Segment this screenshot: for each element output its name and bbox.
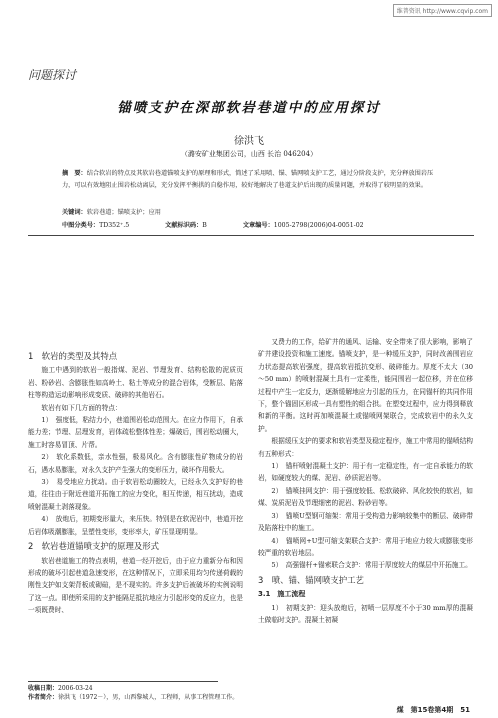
paragraph: 软岩有如下几方面的特点： <box>41 403 122 412</box>
art-label: 文章编号： <box>242 222 274 229</box>
page-info: 煤 第15卷第4期 51 <box>396 706 470 714</box>
paragraph: 4） 放炮后，初期变形量大，来压快。特别是在软泥岩中，巷道开挖后岩体吸潮膨胀，呈塑性变形，变形率大，矿压显现明显。 <box>28 515 243 536</box>
received-date: 2006-03-24 <box>58 685 93 692</box>
section-heading-3: 3 喷、锚、锚网喷支护工艺 <box>258 574 364 585</box>
abstract-label: 摘 要： <box>62 170 87 177</box>
paragraph: 5） 高强锚杆+锚索联合支护：常用于厚度较大的煤层中开拓施工。 <box>271 561 472 570</box>
paragraph: 3） 锚喷U型钢可缩架：常用于受构造力影响较集中的断层、破碎带及陷落柱中的施工。 <box>258 511 473 533</box>
cls-value: TD352⁺.5 <box>99 222 130 229</box>
affiliation: （潞安矿业集团公司，山西 长治 046204） <box>180 150 318 158</box>
column-tag: 问题探讨 <box>28 68 77 82</box>
paragraph: 2） 软化系数低，亲水性强，极易风化。含有膨胀性矿物成分的岩石，遇水易膨胀，对永久支护产生强大的变形压力，破坏作用极大。 <box>28 453 243 474</box>
author-bio: 徐洪飞（1972－），男，山西黎城人，工程师，从事工程管理工作。 <box>58 694 239 701</box>
abstract <box>62 168 442 192</box>
paragraph: 软岩巷道施工的特点表明，巷道一经开挖后，由于应力重新分布和因形成的破坏引起巷道急速变形，在这种情况下，立即采用均匀传递荷载的刚性支护如支架背板或砌碹，是不现实的。许多支护后被破坏的实例说明了这一点。即使所采用的支护能隔足抵抗地应力引起形变的反应力，也是一项既费时、 <box>28 556 243 615</box>
footnote-rule <box>28 681 218 682</box>
paragraph: 3） 易受地应力扰动。由于软岩松动圈较大，已经永久支护好的巷道，往往由于附近巷道开拓施工的应力变化，相互传递，相互扰动，造成喷射混凝土剥落现象。 <box>28 478 243 511</box>
doc-label: 文献标识码： <box>165 222 203 229</box>
watermark: 维普资讯 http://www.cqvip.com <box>393 4 492 17</box>
divider <box>28 235 474 236</box>
paragraph: 2） 锚喷挂网支护：用于强度较低、松软破碎、风化较快的软岩，如煤、炭质泥岩及节理细密的泥岩、粉砂岩等。 <box>258 486 473 508</box>
paragraph: 1） 锚杆喷射混凝土支护：用于有一定稳定性，有一定自承能力的软岩，如硬度较大的煤、泥岩、砂质泥岩等。 <box>258 462 473 483</box>
left-column <box>28 348 243 617</box>
bio-label: 作者简介： <box>28 694 59 701</box>
abstract-text: 结合软岩的特点及其软岩巷道锚喷支护的原理和形式，简述了采用喷、锚、锚网喷支护工艺，通过分阶段支护，充分释放围岩压力，可以有效地阻止围岩松动离层，充分发挥平衡拱的自稳作用，较好地解决了巷道支护后出现的质量问题，并取得了较明显的效果。 <box>62 170 434 189</box>
paragraph: 根据缓压支护的要求和软岩类型及稳定程序，施工中常用的锚喷结构有五种形式： <box>258 437 473 458</box>
paragraph: 施工中遇到的软岩一般指煤、泥岩、节理发育、结构松散的泥质页岩、粉砂岩、含膨胀性如高岭土、粘土等成分的混合岩体，受断层、陷落柱等构造运动影响形成变质、破碎的其他岩石。 <box>28 366 243 400</box>
paragraph: 1） 强度低，粘结力小，巷道围岩松动范围大。在应力作用下，自承能力差；节理、层理发育，岩体疏松整体性差；爆破后，围岩松动圈大，施工时容易冒顶、片帮。 <box>28 416 243 449</box>
keywords-text: 软岩巷道；锚喷支护；应用 <box>86 209 161 216</box>
article-title: 锚喷支护在深部软岩巷道中的应用探讨 <box>117 100 381 116</box>
paragraph: 又费力的工作，给矿井的通风、运输、安全带来了很大影响，影响了矿井建设投资和施工速度。锚喷支护，是一种缓压支护，同时改善围岩应力状态提高软岩强度，提高软岩抵抗变形、破碎能力。厚度不太大（30～50 mm）的喷射混凝土具有一定柔性，能同围岩一起位移，并在位移过程中产生一定反力，逐渐缓解地应力引起的压力，在同锚杆的共同作用下，整个锚固区形成一具有塑性的组合拱。在塑变过程中，应力得到释放和新的平衡。这时再加喷混凝土或锚喷网架联合，完成软岩中的永久支护。 <box>258 338 473 433</box>
paragraph: 4） 锚喷网+U型可缩支架联合支护：常用于地应力较大或膨胀变形较严重的软岩地层。 <box>258 536 473 557</box>
paragraph: 1） 初期支护：迎头放炮后，初喷一层厚度不小于30 mm厚的混凝土做临时支护。混凝土初凝 <box>258 603 473 624</box>
cls-label: 中图分类号： <box>62 222 100 229</box>
received-label: 收稿日期： <box>28 685 59 692</box>
right-column <box>258 336 473 626</box>
section-heading-1: 1 软岩的类型及其特点 <box>28 351 118 361</box>
keywords-label: 关键词： <box>62 209 87 216</box>
footnote <box>28 684 238 702</box>
author: 徐洪飞 <box>234 136 264 147</box>
doc-value: B <box>202 222 207 229</box>
subsection-heading: 3.1 施工流程 <box>258 590 306 599</box>
art-value: 1005-2798(2006)04-0051-02 <box>273 222 364 229</box>
section-heading-2: 2 软岩巷道锚喷支护的原理及形式 <box>28 541 159 552</box>
classification-line <box>62 220 442 232</box>
keywords <box>62 207 442 219</box>
